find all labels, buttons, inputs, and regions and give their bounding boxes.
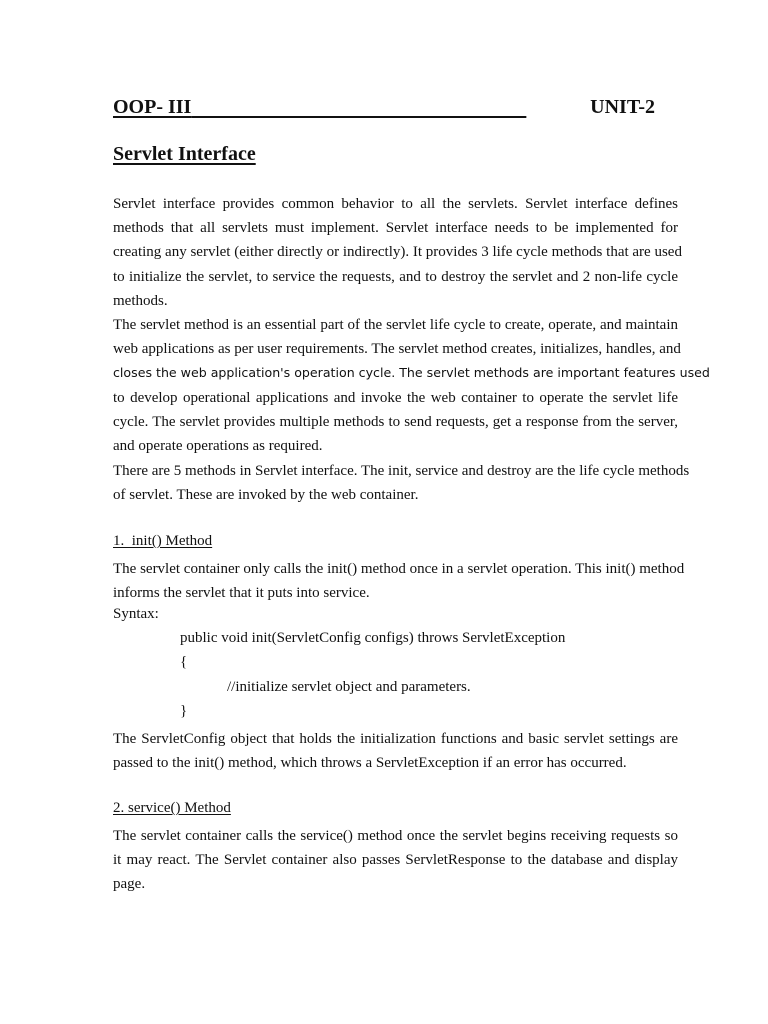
paragraph-line: passed to the init() method, which throws a ServletException if an error has occurred. [113,755,627,772]
service-method-description [113,824,678,897]
paragraph-line: The servlet container calls the service() method once the servlet begins receiving requests so [113,828,678,844]
paragraph-line: web applications as per user requirements. The servlet method creates, initializes, handles, and [113,341,681,358]
code-comment: //initialize servlet object and parameters. [227,679,471,695]
paragraph-line: methods that all servlets must implement. Servlet interface needs to be implemented for [113,220,678,237]
syntax-label: Syntax: [113,606,159,622]
servlet-method-paragraph [113,313,710,458]
course-label: OOP- III [113,96,192,118]
paragraph-line: methods. [113,292,168,309]
init-method-description [113,557,685,605]
paragraph-line: The ServletConfig object that holds the initialization functions and basic servlet settings are [113,731,678,747]
servletconfig-paragraph [113,727,678,775]
section-title: Servlet Interface [113,143,256,165]
code-signature: public void init(ServletConfig configs) throws ServletException [180,630,566,646]
unit-label: UNIT-2 [590,96,655,118]
service-method-heading: 2. service() Method [113,800,231,816]
paragraph-line: cycle. The servlet provides multiple methods to send requests, get a response from the server, [113,413,678,430]
paragraph-line: The servlet container only calls the init() method once in a servlet operation. This init() method [113,561,685,577]
paragraph-line: informs the servlet that it puts into service. [113,585,370,602]
paragraph-line: page. [113,876,146,893]
paragraph-line: The servlet method is an essential part of the servlet life cycle to create, operate, and maintain [113,317,678,333]
paragraph-line: closes the web application's operation cycle. The servlet methods are important features used [113,365,710,381]
paragraph-line: to develop operational applications and invoke the web container to operate the servlet life [113,389,678,406]
paragraph-line: creating any servlet (either directly or indirectly). It provides 3 life cycle methods that are used [113,244,682,261]
code-close-brace: } [180,703,188,719]
intro-paragraph [113,192,682,313]
init-method-heading: 1. init() Method [113,533,213,549]
paragraph-line: and operate operations as required. [113,438,323,455]
paragraph-line: Servlet interface provides common behavior to all the servlets. Servlet interface defines [113,196,678,212]
paragraph-line: to initialize the servlet, to service the requests, and to destroy the servlet and 2 non-life cycle [113,268,678,285]
paragraph-line: it may react. The Servlet container also passes ServletResponse to the database and display [113,852,678,869]
methods-count-paragraph [113,459,690,507]
page-header [113,96,655,119]
code-open-brace: { [180,654,188,670]
paragraph-line: of servlet. These are invoked by the web container. [113,487,419,504]
paragraph-line: There are 5 methods in Servlet interface. The init, service and destroy are the life cycle methods [113,463,690,479]
